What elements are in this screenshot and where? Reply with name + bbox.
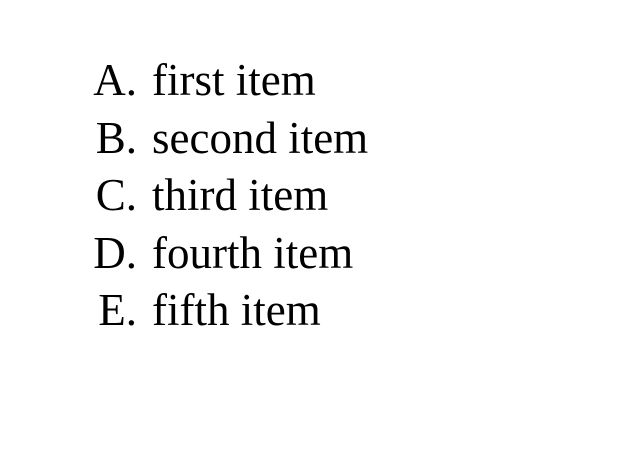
list-item-text: fourth item [152,227,354,278]
list-item [0,167,368,225]
list-marker: C. [95,170,137,220]
list-marker: E. [98,285,137,335]
list-item [0,52,368,110]
list-item [0,110,368,168]
list-marker: A. [93,55,137,105]
list-marker: B. [95,112,137,163]
list-item [0,282,368,340]
alpha-list [0,52,368,340]
list-item [0,225,368,283]
list-item-text: first item [152,55,316,105]
list-marker: D. [93,227,137,278]
list-item-text: fifth item [152,285,321,335]
list-item-text: third item [152,170,329,220]
list-item-text: second item [152,112,369,163]
